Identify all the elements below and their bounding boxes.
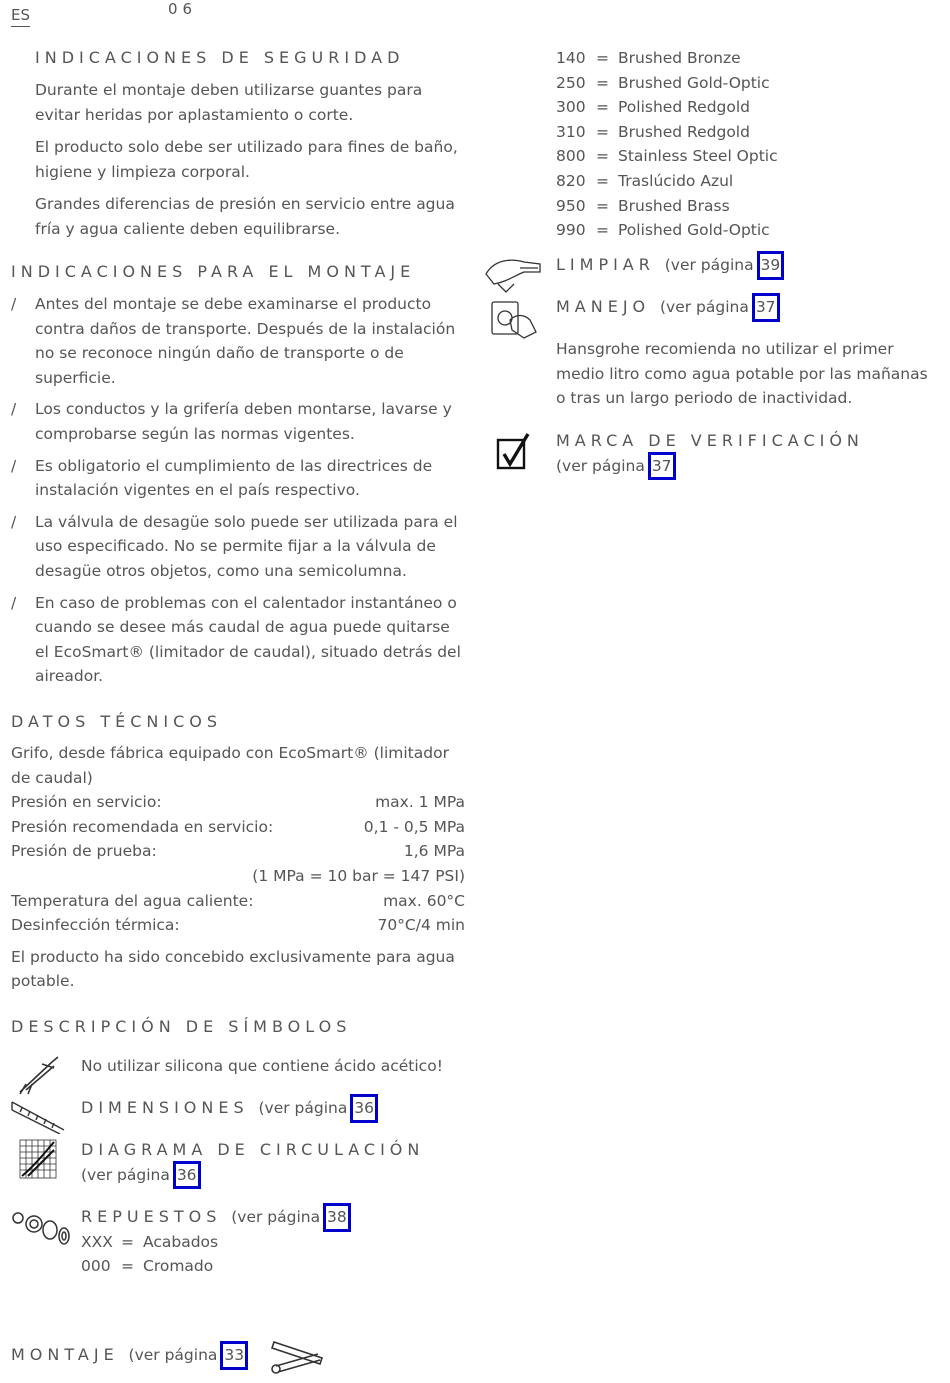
finish-eq: =	[121, 1232, 134, 1251]
tech-row	[11, 839, 465, 864]
verification-label: MARCA DE VERIFICACIÓN	[556, 431, 864, 450]
bullet-mark: /	[11, 400, 17, 419]
finish-code: 300	[556, 98, 586, 117]
list-item-text: Antes del montaje se debe examinarse el producto contra daños de transporte. Después de la instalación no se reconoce ningún daño de transporte o de superficie.	[35, 295, 456, 387]
tools-icon	[270, 1336, 328, 1376]
finish-code: 000	[81, 1257, 111, 1276]
operation-hand-icon	[490, 298, 538, 340]
spare-parts-label: REPUESTOS	[81, 1207, 222, 1226]
tech-conversion: (1 MPa = 10 bar = 147 PSI)	[252, 866, 465, 885]
finish-eq: =	[596, 98, 609, 117]
finish-code: 820	[556, 171, 586, 190]
tech-value: 0,1 - 0,5 MPa	[363, 817, 465, 836]
mounting-notes-list	[11, 292, 467, 696]
tech-row	[11, 815, 465, 840]
operation-ref	[556, 295, 778, 320]
ref-text: (ver página	[128, 1346, 218, 1364]
flow-diagram-icon	[18, 1138, 58, 1180]
verification-page-link[interactable]: 37	[650, 454, 674, 479]
tech-label: Presión recomendada en servicio:	[11, 817, 274, 836]
finish-name: Cromado	[143, 1257, 214, 1276]
dimensions-label: DIMENSIONES	[81, 1098, 249, 1117]
finish-eq: =	[596, 196, 609, 215]
list-item	[11, 397, 467, 446]
operation-page-link[interactable]: 37	[754, 295, 778, 320]
list-item	[11, 292, 467, 390]
silicone-gun-icon	[14, 1054, 60, 1096]
ref-text: (ver página	[660, 298, 749, 316]
tech-label: Temperatura del agua caliente:	[11, 891, 254, 910]
finish-name: Polished Redgold	[618, 98, 751, 117]
finish-name: Stainless Steel Optic	[618, 147, 778, 166]
tech-label: Desinfección térmica:	[11, 916, 180, 935]
finish-code: 950	[556, 196, 586, 215]
bullet-mark: /	[11, 593, 17, 612]
finish-eq: =	[596, 122, 609, 141]
cleaning-ref	[556, 253, 782, 278]
tech-note: El producto ha sido concebido exclusivamente para agua potable.	[11, 947, 455, 991]
spare-parts-icon	[10, 1208, 70, 1248]
page-number: 06	[168, 0, 198, 18]
finish-name: Brushed Redgold	[618, 122, 750, 141]
cleaning-hand-icon	[484, 254, 544, 294]
recommendation-text: Hansgrohe recomienda no utilizar el primer medio litro como agua potable por las mañanas o tras un largo periodo de inactividad.	[556, 340, 928, 408]
tech-value: 1,6 MPa	[403, 842, 465, 861]
finish-row	[81, 1230, 349, 1255]
spare-parts-ref	[81, 1205, 349, 1279]
finish-name: Acabados	[143, 1232, 219, 1251]
finish-name: Brushed Gold-Optic	[618, 73, 770, 92]
finish-row	[556, 144, 936, 169]
finish-row	[556, 71, 936, 96]
finishes-list	[556, 46, 936, 243]
tech-value: 70°C/4 min	[377, 916, 465, 935]
ref-text: (ver página	[556, 456, 645, 475]
finish-code: 140	[556, 49, 586, 67]
finish-row	[81, 1254, 349, 1279]
ruler-icon	[10, 1098, 66, 1134]
dimensions-ref	[81, 1096, 376, 1121]
finish-row	[556, 218, 936, 243]
finish-code: XXX	[81, 1232, 113, 1251]
flow-diagram-label: DIAGRAMA DE CIRCULACIÓN	[81, 1140, 425, 1159]
tech-label: Presión en servicio:	[11, 793, 162, 812]
list-item	[11, 454, 467, 503]
bullet-mark: /	[11, 295, 17, 313]
finish-row	[556, 120, 936, 145]
list-item-text: Los conductos y la grifería deben montarse, lavarse y comprobarse según las normas vigentes.	[35, 400, 452, 443]
finish-eq: =	[596, 221, 609, 240]
tech-row	[11, 790, 465, 815]
cleaning-label: LIMPIAR	[556, 255, 655, 274]
finish-eq: =	[596, 73, 609, 92]
finish-eq: =	[596, 171, 609, 190]
list-item	[11, 591, 467, 689]
finish-row	[556, 194, 936, 219]
safety-paragraph: Grandes diferencias de presión en servicio entre agua fría y agua caliente deben equilibrarse.	[35, 195, 455, 238]
flow-diagram-page-link[interactable]: 36	[175, 1163, 199, 1188]
finish-name: Brushed Bronze	[618, 49, 741, 67]
operation-label: MANEJO	[556, 297, 651, 316]
language-code: ES	[11, 6, 30, 27]
finish-eq: =	[596, 147, 609, 166]
list-item	[11, 510, 467, 584]
finish-row	[556, 169, 936, 194]
mounting-notes-title: INDICACIONES PARA EL MONTAJE	[11, 262, 416, 281]
finish-name: Polished Gold-Optic	[618, 221, 770, 240]
tech-data	[11, 741, 465, 1002]
finish-row	[556, 46, 936, 71]
list-item-text: La válvula de desagüe solo puede ser utilizada para el uso especificado. No se permite fijar a la válvula de desagüe otros objetos, como una semicolumna.	[35, 512, 458, 580]
safety-paragraph: Durante el montaje deben utilizarse guantes para evitar heridas por aplastamiento o corte.	[35, 81, 423, 124]
assembly-ref	[11, 1343, 246, 1368]
finish-code: 310	[556, 122, 586, 141]
assembly-page-link[interactable]: 33	[222, 1343, 246, 1368]
finish-code: 250	[556, 73, 586, 92]
tech-row	[11, 889, 465, 914]
ref-text: (ver página	[231, 1208, 321, 1226]
tech-label: Presión de prueba:	[11, 842, 157, 861]
finish-eq: =	[121, 1257, 134, 1276]
cleaning-page-link[interactable]: 39	[759, 253, 783, 278]
checkmark-icon	[496, 432, 532, 472]
tech-value: max. 1 MPa	[375, 793, 465, 812]
list-item-text: Es obligatorio el cumplimiento de las directrices de instalación vigentes en el país respectivo.	[35, 456, 433, 500]
silicone-warning: No utilizar silicona que contiene ácido acético!	[81, 1057, 443, 1075]
spare-parts-page-link[interactable]: 38	[325, 1205, 349, 1230]
bullet-mark: /	[11, 456, 17, 475]
tech-value: max. 60°C	[383, 891, 465, 910]
dimensions-page-link[interactable]: 36	[352, 1096, 376, 1121]
safety-text	[35, 78, 467, 250]
safety-title: INDICACIONES DE SEGURIDAD	[35, 48, 405, 67]
finish-name: Traslúcido Azul	[618, 171, 734, 190]
finish-code: 800	[556, 147, 586, 166]
finish-row	[556, 95, 936, 120]
ref-text: (ver página	[258, 1099, 348, 1117]
ref-text: (ver página	[664, 256, 754, 274]
finish-code: 990	[556, 221, 586, 240]
assembly-label: MONTAJE	[11, 1345, 119, 1364]
finish-eq: =	[596, 49, 609, 67]
flow-diagram-ref	[81, 1138, 424, 1187]
tech-row	[11, 913, 465, 938]
verification-ref	[556, 429, 864, 478]
ref-text: (ver página	[81, 1165, 170, 1184]
tech-title: DATOS TÉCNICOS	[11, 712, 223, 731]
bullet-mark: /	[11, 512, 17, 531]
finish-name: Brushed Brass	[618, 196, 730, 215]
symbols-title: DESCRIPCIÓN DE SÍMBOLOS	[11, 1017, 352, 1036]
safety-paragraph: El producto solo debe ser utilizado para fines de baño, higiene y limpieza corporal.	[35, 138, 458, 181]
tech-intro: Grifo, desde fábrica equipado con EcoSmart® (limitador de caudal)	[11, 744, 449, 787]
list-item-text: En caso de problemas con el calentador instantáneo o cuando se desee más caudal de agua puede quitarse el EcoSmart® (limitador de caudal), situado detrás del aireador.	[35, 593, 461, 686]
